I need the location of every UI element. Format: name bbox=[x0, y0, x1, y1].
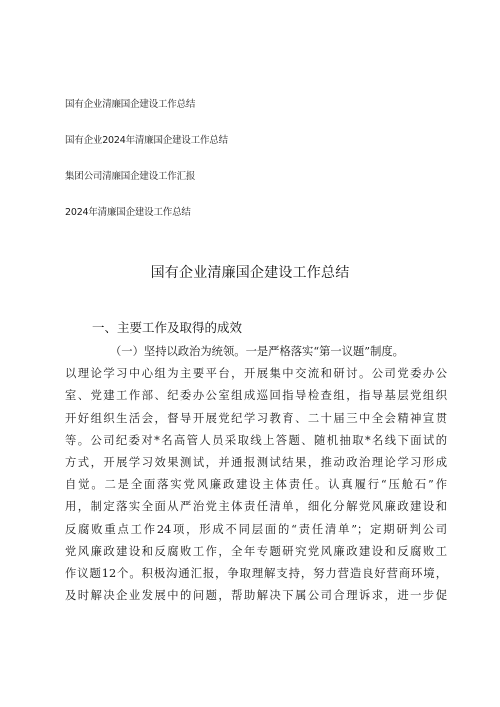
table-of-contents bbox=[65, 98, 445, 242]
body-line: 等。公司纪委对*名高管人员采取线上答题、随机抽取*名线下面试的 bbox=[65, 433, 447, 447]
document-title: 国有企业清廉国企建设工作总结 bbox=[150, 265, 350, 281]
body-line: 反腐败重点工作24项，形成不同层面的“责任清单”；定期研判公司 bbox=[65, 522, 447, 536]
body-line: 党风廉政建设和反腐败工作，全年专题研究党风廉政建设和反腐败工 bbox=[65, 544, 447, 558]
body-line: 自觉。二是全面落实党风廉政建设主体责任。认真履行“压舱石”作 bbox=[65, 478, 447, 492]
toc-item[interactable]: 国有企业2024年清廉国企建设工作总结 bbox=[65, 135, 228, 146]
body-line: 以理论学习中心组为主要平台，开展集中交流和研讨。公司党委办公 bbox=[65, 367, 447, 381]
body-text bbox=[65, 341, 447, 607]
section-heading: 一、主要工作及取得的成效 bbox=[92, 320, 243, 335]
toc-item[interactable]: 国有企业清廉国企建设工作总结 bbox=[65, 99, 196, 110]
body-line: （一）坚持以政治为统领。一是严格落实“第一议题”制度。 bbox=[110, 345, 404, 358]
body-line: 室、党建工作部、纪委办公室组成巡回指导检查组，指导基层党组织 bbox=[65, 389, 447, 403]
body-line: 及时解决企业发展中的问题，帮助解决下属公司合理诉求，进一步促 bbox=[65, 589, 447, 603]
body-line: 开好组织生活会，督导开展党纪学习教育、二十届三中全会精神宣贯 bbox=[65, 411, 447, 425]
body-line: 方式，开展学习效果测试，并通报测试结果，推动政治理论学习形成 bbox=[65, 455, 447, 469]
toc-item[interactable]: 集团公司清廉国企建设工作汇报 bbox=[65, 171, 196, 182]
toc-item[interactable]: 2024年清廉国企建设工作总结 bbox=[65, 207, 191, 218]
body-line: 作议题12个。积极沟通汇报，争取理解支持，努力营造良好营商环境， bbox=[65, 566, 447, 580]
body-line: 用，制定落实全面从严治党主体责任清单，细化分解党风廉政建设和 bbox=[65, 500, 447, 514]
